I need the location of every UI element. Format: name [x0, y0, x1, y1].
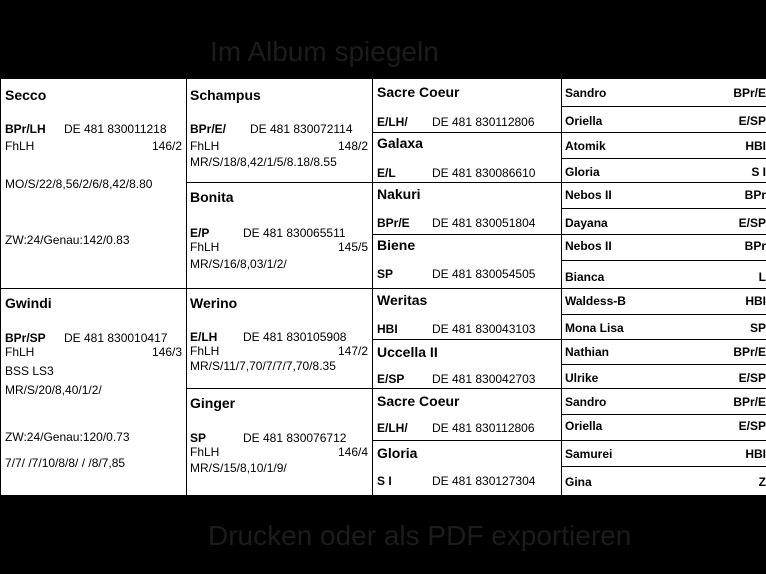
gen2-4-brand-no: 146/4: [337, 445, 368, 459]
gen4-cell-6: [562, 209, 766, 235]
gen1-dam-breed: BPr/SP: [5, 331, 46, 345]
gen4-cell-14: [562, 415, 766, 441]
gen4-cell-10: [562, 315, 766, 340]
gen2-4-breed: SP: [190, 431, 207, 445]
gen3-5-id: DE 481 830043103: [432, 322, 536, 336]
gen4-cell-4: [562, 159, 766, 183]
gen4-9-breed: HBI: [745, 294, 766, 308]
gen4-8-breed: L: [758, 270, 766, 284]
gen1-sire-id: DE 481 830011218: [64, 122, 167, 136]
gen1-dam-performance: MR/S/20/8,40/1/2/: [5, 383, 102, 397]
gen1-sire-brand: FhLH: [5, 139, 35, 153]
mirror-in-album-label[interactable]: Im Album spiegeln: [210, 36, 439, 67]
gen3-cell-3: [373, 183, 562, 235]
gen3-7-name: Sacre Coeur: [377, 393, 460, 409]
gen2-1-brand: FhLH: [190, 139, 220, 153]
gen2-1-name: Schampus: [190, 87, 261, 103]
gen3-1-breed: E/LH/: [377, 115, 408, 129]
gen4-7-breed: BPr: [744, 239, 766, 253]
gen3-6-id: DE 481 830042703: [432, 372, 536, 386]
gen3-4-breed: SP: [377, 267, 394, 281]
gen3-cell-4: [373, 235, 562, 289]
gen3-8-name: Gloria: [377, 445, 418, 461]
gen3-1-id: DE 481 830112806: [432, 115, 535, 129]
gen1-dam-brand: FhLH: [5, 345, 35, 359]
gen2-cell-3: [187, 289, 373, 389]
gen3-6-name: Uccella II: [377, 344, 438, 360]
gen3-4-id: DE 481 830054505: [432, 267, 536, 281]
gen1-sire-cell: [0, 79, 187, 289]
gen4-6-breed: E/SP: [738, 216, 766, 230]
gen4-cell-5: [562, 183, 766, 209]
gen4-cell-7: [562, 235, 766, 261]
gen4-15-name: Samurei: [565, 447, 613, 461]
gen4-15-breed: HBI: [745, 447, 766, 461]
gen3-5-breed: HBI: [377, 322, 398, 336]
gen4-1-name: Sandro: [565, 86, 607, 100]
gen4-10-breed: SP: [749, 321, 766, 335]
gen4-8-name: Bianca: [565, 270, 605, 284]
gen1-sire-breeding-value: ZW:24/Genau:142/0.83: [5, 233, 130, 247]
gen4-3-breed: HBI: [745, 139, 766, 153]
gen1-dam-performance-2: 7/7/ /7/10/8/8/ / /8/7,85: [5, 456, 126, 470]
gen4-12-name: Ulrike: [565, 371, 599, 385]
gen2-3-breed: E/LH: [190, 330, 218, 344]
gen4-cell-1: [562, 79, 766, 107]
gen4-12-breed: E/SP: [738, 371, 766, 385]
gen3-2-name: Galaxa: [377, 135, 423, 151]
gen2-2-brand-no: 145/5: [337, 240, 368, 254]
gen2-2-id: DE 481 830065511: [243, 226, 346, 240]
gen3-cell-6: [373, 340, 562, 389]
gen1-dam-cell: [0, 289, 187, 496]
gen2-3-brand: FhLH: [190, 344, 220, 358]
gen4-2-breed: E/SP: [738, 114, 766, 128]
gen2-cell-4: [187, 389, 373, 496]
gen4-4-name: Gloria: [565, 165, 600, 179]
gen1-dam-brand-no: 146/3: [151, 345, 182, 359]
gen3-1-name: Sacre Coeur: [377, 84, 460, 100]
gen2-cell-1: [187, 79, 373, 183]
gen1-dam-id: DE 481 830010417: [64, 331, 168, 345]
gen4-11-breed: BPr/E: [733, 345, 766, 359]
gen2-1-breed: BPr/E/: [190, 122, 227, 136]
gen4-6-name: Dayana: [565, 216, 608, 230]
gen2-4-name: Ginger: [190, 395, 236, 411]
gen4-cell-9: [562, 289, 766, 315]
gen2-1-brand-no: 148/2: [337, 139, 368, 153]
gen1-sire-breed: BPr/LH: [5, 122, 46, 136]
gen1-dam-breeding-value: ZW:24/Genau:120/0.73: [5, 430, 130, 444]
print-or-export-pdf-label[interactable]: Drucken oder als PDF exportieren: [208, 520, 632, 551]
gen4-cell-8: [562, 261, 766, 289]
gen4-cell-15: [562, 441, 766, 467]
gen4-5-name: Nebos II: [565, 188, 612, 202]
gen3-cell-8: [373, 441, 562, 496]
gen3-2-id: DE 481 830086610: [432, 166, 536, 180]
gen2-2-name: Bonita: [190, 189, 234, 205]
gen1-sire-performance: MO/S/22/8,56/2/6/8,42/8.80: [5, 177, 153, 191]
gen3-3-name: Nakuri: [377, 186, 421, 202]
gen3-3-id: DE 481 830051804: [432, 216, 536, 230]
gen4-7-name: Nebos II: [565, 239, 612, 253]
gen3-8-breed: S I: [377, 474, 392, 488]
gen4-11-name: Nathian: [565, 345, 610, 359]
gen4-cell-2: [562, 107, 766, 133]
gen4-14-breed: E/SP: [738, 419, 766, 433]
gen2-2-breed: E/P: [190, 226, 210, 240]
gen4-14-name: Oriella: [565, 419, 603, 433]
gen3-5-name: Weritas: [377, 292, 428, 308]
gen3-7-breed: E/LH/: [377, 421, 408, 435]
gen4-cell-12: [562, 365, 766, 389]
gen4-3-name: Atomik: [565, 139, 606, 153]
gen3-6-breed: E/SP: [377, 372, 405, 386]
gen4-cell-3: [562, 133, 766, 159]
gen4-10-name: Mona Lisa: [565, 321, 624, 335]
gen2-cell-2: [187, 183, 373, 289]
gen2-4-id: DE 481 830076712: [243, 431, 347, 445]
gen4-5-breed: BPr: [744, 188, 766, 202]
gen4-cell-16: [562, 467, 766, 496]
gen1-sire-name: Secco: [5, 87, 47, 103]
gen3-cell-7: [373, 389, 562, 441]
gen1-sire-brand-no: 146/2: [151, 139, 182, 153]
gen3-cell-2: [373, 133, 562, 183]
gen3-8-id: DE 481 830127304: [432, 474, 536, 488]
gen4-16-name: Gina: [565, 475, 592, 489]
gen2-3-brand-no: 147/2: [337, 344, 368, 358]
gen3-3-breed: BPr/E: [377, 216, 410, 230]
gen4-9-name: Waldess-B: [565, 294, 626, 308]
gen1-dam-name: Gwindi: [5, 295, 52, 311]
gen4-16-breed: Z: [758, 475, 766, 489]
gen4-13-name: Sandro: [565, 395, 607, 409]
gen3-cell-1: [373, 79, 562, 133]
gen4-4-breed: S I: [751, 165, 766, 179]
gen4-cell-11: [562, 340, 766, 365]
gen3-cell-5: [373, 289, 562, 340]
gen4-2-name: Oriella: [565, 114, 603, 128]
gen4-1-breed: BPr/E: [733, 86, 766, 100]
gen2-3-id: DE 481 830105908: [243, 330, 347, 344]
pedigree-document: [0, 79, 766, 496]
gen4-cell-13: [562, 389, 766, 415]
gen2-1-id: DE 481 830072114: [250, 122, 353, 136]
gen2-2-performance: MR/S/16/8,03/1/2/: [190, 257, 287, 271]
gen4-13-breed: BPr/E: [733, 395, 766, 409]
gen3-7-id: DE 481 830112806: [432, 421, 535, 435]
gen2-2-brand: FhLH: [190, 240, 220, 254]
gen1-dam-extra: BSS LS3: [5, 364, 54, 378]
gen3-4-name: Biene: [377, 237, 416, 253]
gen2-4-performance: MR/S/15/8,10/1/9/: [190, 461, 287, 475]
gen2-1-performance: MR/S/18/8,42/1/5/8.18/8.55: [190, 155, 337, 169]
gen3-2-breed: E/L: [377, 166, 396, 180]
gen2-3-name: Werino: [190, 295, 238, 311]
gen2-4-brand: FhLH: [190, 445, 220, 459]
gen2-3-performance: MR/S/11/7,70/7/7/7,70/8.35: [190, 359, 336, 373]
